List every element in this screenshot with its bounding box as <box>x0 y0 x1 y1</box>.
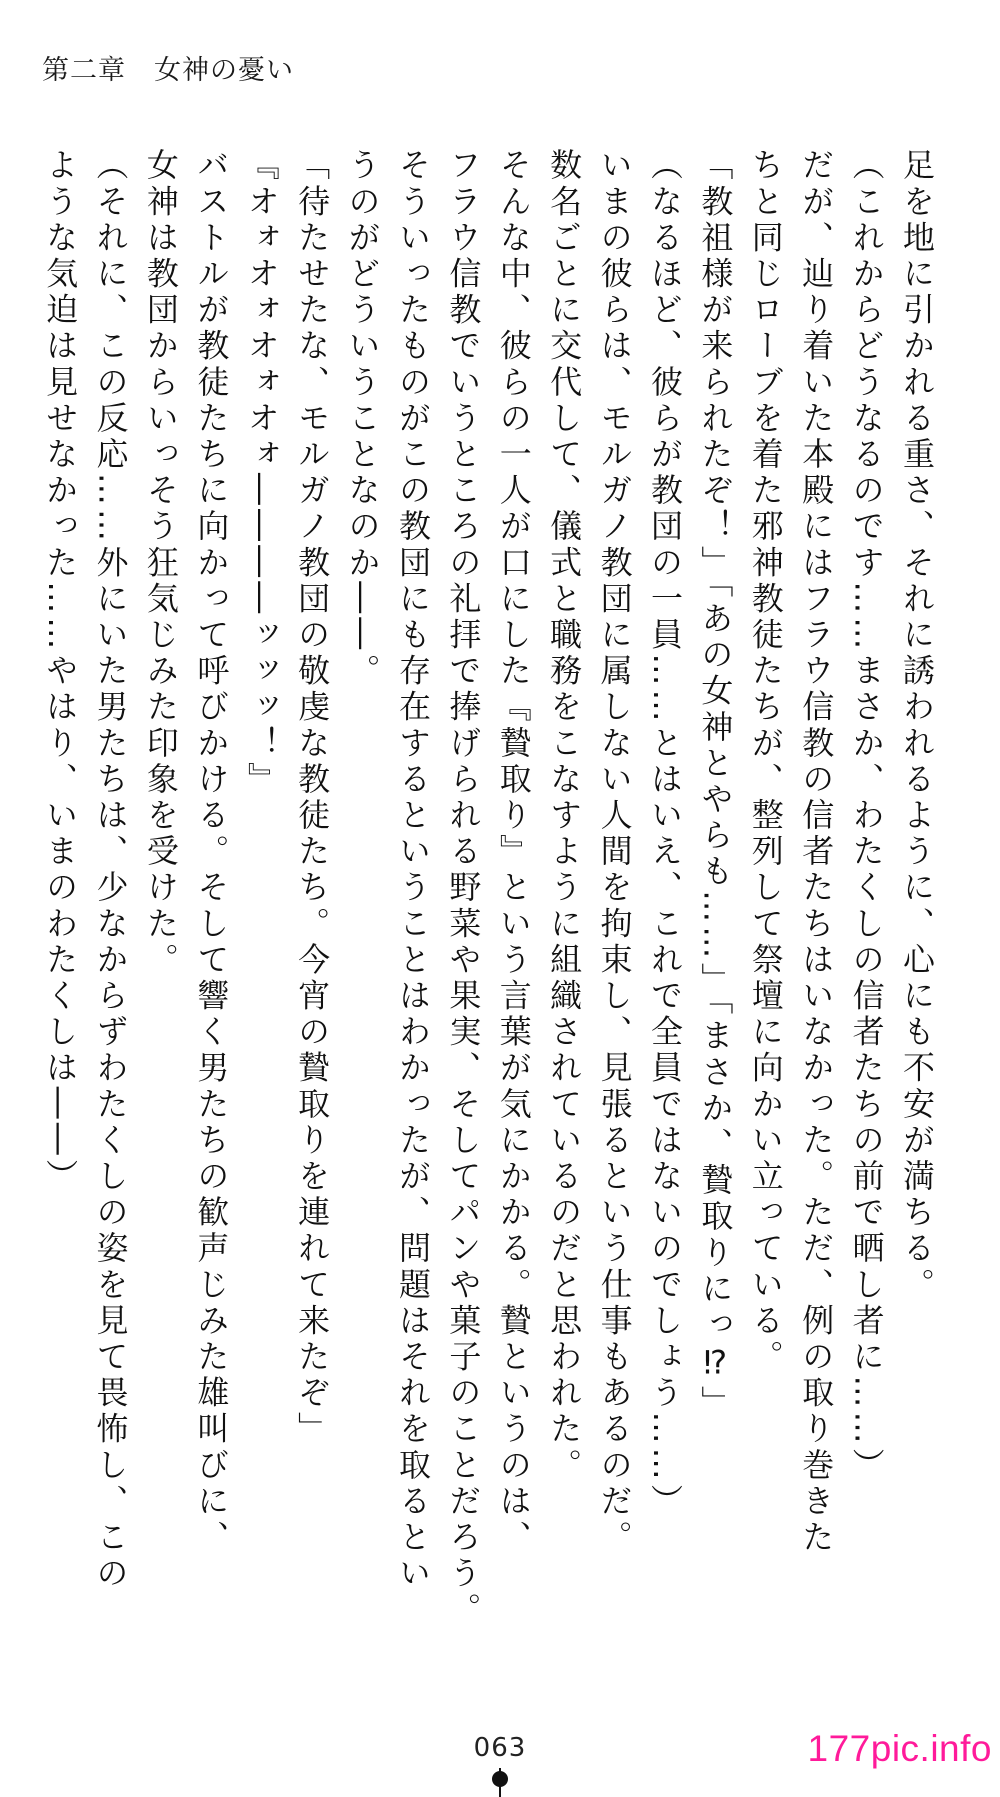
watermark: 177pic.info <box>807 1728 992 1769</box>
text-line: （これからどうなるのです……まさか、わたくしの信者たちの前で晒し者に……） <box>847 148 886 1484</box>
text-line: そういったものがこの教団にも存在するということはわかったが、問題はそれを取るとい <box>393 148 432 1592</box>
text-line: 女神は教団からいっそう狂気じみた印象を受けた。 <box>141 148 180 979</box>
text-line: フラウ信教でいうところの礼拝で捧げられる野菜や果実、そしてパンや菓子のことだろう。 <box>444 148 483 1629</box>
text-line: （なるほど、彼らが教団の一員……とはいえ、これで全員ではないのでしょう……） <box>645 148 684 1520</box>
body-text <box>35 148 942 1629</box>
text-line: 『オォオォオォオォ――――ッッッ！』 <box>242 148 281 798</box>
text-line: 足を地に引かれる重さ、それに誘われるように、心にも不安が満ちる。 <box>898 148 936 1304</box>
text-line: ような気迫は見せなかった……やはり、いまのわたくしは――） <box>41 148 80 1195</box>
text-line: うのがどういうことなのか――。 <box>343 148 382 690</box>
page-marker-icon <box>499 1768 501 1797</box>
text-line: （それに、この反応……外にいた男たちは、少なからずわたくしの姿を見て畏怖し、この <box>91 148 130 1592</box>
running-header: 第二章 女神の憂い <box>42 55 294 86</box>
text-line: 「教祖様が来られたぞ！」「あの女神とやらも……」「まさか、贄取りにっ⁉」 <box>696 148 735 1422</box>
text-line: いまの彼らは、モルガノ教団に属しない人間を拘束し、見張るという仕事もあるのだ。 <box>595 148 634 1556</box>
page-number: 063 <box>473 1733 527 1763</box>
text-line: 数名ごとに交代して、儀式と職務をこなすように組織されているのだと思われた。 <box>545 148 584 1484</box>
text-line: だが、辿り着いた本殿にはフラウ信教の信者たちはいなかった。ただ、例の取り巻きた <box>797 148 836 1556</box>
text-line: 「待たせたな、モルガノ教団の敬虔な教徒たち。今宵の贄取りを連れて来たぞ」 <box>293 148 332 1448</box>
text-line: バストルが教徒たちに向かって呼びかける。そして響く男たちの歓声じみた雄叫びに、 <box>192 148 231 1556</box>
text-line: そんな中、彼らの一人が口にした『贄取り』という言葉が気にかかる。贄というのは、 <box>494 148 533 1556</box>
text-line: ちと同じローブを着た邪神教徒たちが、整列して祭壇に向かい立っている。 <box>746 148 785 1376</box>
